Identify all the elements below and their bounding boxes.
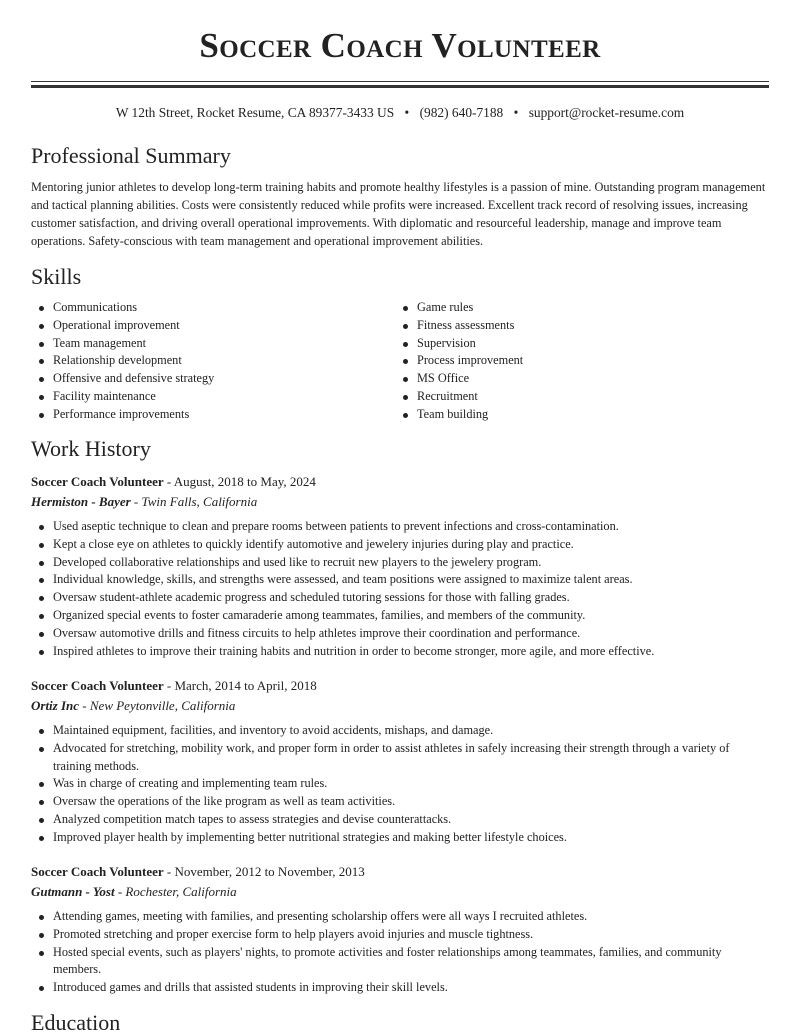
job-duty-item: Promoted stretching and proper exercise form to help players avoid injuries and muscle tightness. <box>31 926 769 944</box>
candidate-name: Soccer Coach Volunteer <box>199 26 601 65</box>
skill-item: Game rules <box>395 299 765 317</box>
job-duty-item: Was in charge of creating and implementing team rules. <box>31 775 769 793</box>
job-duty-item: Developed collaborative relationships and used like to recruit new players to the jewelery program. <box>31 554 769 572</box>
skill-item: Process improvement <box>395 352 765 370</box>
contact-separator: • <box>513 105 519 120</box>
job-duties-list <box>31 722 769 847</box>
contact-phone: (982) 640-7188 <box>419 105 504 120</box>
skill-item: Performance improvements <box>31 406 391 424</box>
skill-item: Offensive and defensive strategy <box>31 370 391 388</box>
job-title-line <box>31 862 769 881</box>
skill-item: Recruitment <box>395 388 765 406</box>
job-dates: - August, 2018 to May, 2024 <box>163 474 316 489</box>
job-company-line <box>31 882 769 901</box>
job-duty-item: Introduced games and drills that assisted students in improving their skill levels. <box>31 979 769 997</box>
job-title: Soccer Coach Volunteer <box>31 864 164 879</box>
job-duty-item: Kept a close eye on athletes to quickly identify automotive and jewelery injuries during play and practice. <box>31 536 769 554</box>
job-duty-item: Oversaw automotive drills and fitness circuits to help athletes improve their coordination and performance. <box>31 625 769 643</box>
summary-heading: Professional Summary <box>31 143 231 168</box>
job-company: Hermiston - Bayer <box>31 494 131 509</box>
job-duty-item: Analyzed competition match tapes to assess strategies and devise counterattacks. <box>31 811 769 829</box>
job-company-line <box>31 492 769 511</box>
job-dates: - March, 2014 to April, 2018 <box>163 678 317 693</box>
job-title-line <box>31 676 769 695</box>
job-entry <box>31 862 769 997</box>
job-duty-item: Oversaw the operations of the like program as well as team activities. <box>31 793 769 811</box>
job-duty-item: Hosted special events, such as players' nights, to promote activities and foster relationships among teammates, families, and community members. <box>31 944 769 980</box>
job-duty-item: Used aseptic technique to clean and prepare rooms between patients to prevent infections and cross-contamination. <box>31 518 769 536</box>
job-dates: - November, 2012 to November, 2013 <box>163 864 365 879</box>
contact-line <box>0 104 800 122</box>
job-location: - Rochester, California <box>114 884 237 899</box>
skill-item: Team building <box>395 406 765 424</box>
work-history-heading: Work History <box>31 436 151 461</box>
skill-item: Relationship development <box>31 352 391 370</box>
job-entry <box>31 676 769 847</box>
skill-item: Team management <box>31 335 391 353</box>
job-duty-item: Advocated for stretching, mobility work, and proper form in order to assist athletes in safely increasing their strength through a variety of training methods. <box>31 740 769 776</box>
job-duties-list <box>31 518 769 660</box>
summary-text: Mentoring junior athletes to develop long-term training habits and promote healthy lifestyles is a passion of mine. Outstanding program management and tactical planning abilities. Costs were consistently reduced while profits were increased. Excellent track record of resolving issues, increasing customer satisfaction, and driving overall operational improvements. With diplomatic and resourceful leadership, manage and improve team operations. Safety-conscious with team management and operational improvement abilities. <box>31 180 766 248</box>
skills-heading: Skills <box>31 264 82 289</box>
job-title-line <box>31 472 769 491</box>
job-company: Gutmann - Yost <box>31 884 115 899</box>
skills-list-right <box>395 299 765 424</box>
job-location: - New Peytonville, California <box>79 698 236 713</box>
job-location: - Twin Falls, California <box>130 494 258 509</box>
contact-email: support@rocket-resume.com <box>528 105 685 120</box>
skill-item: Operational improvement <box>31 317 391 335</box>
header-divider-thin <box>31 81 769 82</box>
job-duty-item: Individual knowledge, skills, and strengths were assessed, and team positions were assigned to maximize talent areas. <box>31 571 769 589</box>
skills-list-left <box>31 299 391 424</box>
contact-address: W 12th Street, Rocket Resume, CA 89377-3433 US <box>115 105 395 120</box>
job-entry <box>31 472 769 660</box>
job-duty-item: Inspired athletes to improve their training habits and nutrition in order to become stronger, more agile, and more effective. <box>31 643 769 661</box>
contact-separator: • <box>404 105 410 120</box>
skill-item: Communications <box>31 299 391 317</box>
job-title: Soccer Coach Volunteer <box>31 678 164 693</box>
header-divider-thick <box>31 85 769 88</box>
job-duty-item: Attending games, meeting with families, and presenting scholarship offers were all ways I recruited athletes. <box>31 908 769 926</box>
job-duties-list <box>31 908 769 997</box>
job-duty-item: Organized special events to foster camaraderie among teammates, families, and members of the community. <box>31 607 769 625</box>
job-duty-item: Oversaw student-athlete academic progress and scheduled tutoring sessions for those with falling grades. <box>31 589 769 607</box>
skill-item: MS Office <box>395 370 765 388</box>
job-company: Ortiz Inc <box>31 698 80 713</box>
job-duty-item: Improved player health by implementing better nutritional strategies and making better lifestyle choices. <box>31 829 769 847</box>
skill-item: Fitness assessments <box>395 317 765 335</box>
job-title: Soccer Coach Volunteer <box>31 474 164 489</box>
job-company-line <box>31 696 769 715</box>
job-duty-item: Maintained equipment, facilities, and inventory to avoid accidents, mishaps, and damage. <box>31 722 769 740</box>
education-heading: Education <box>31 1010 121 1035</box>
skill-item: Facility maintenance <box>31 388 391 406</box>
skill-item: Supervision <box>395 335 765 353</box>
